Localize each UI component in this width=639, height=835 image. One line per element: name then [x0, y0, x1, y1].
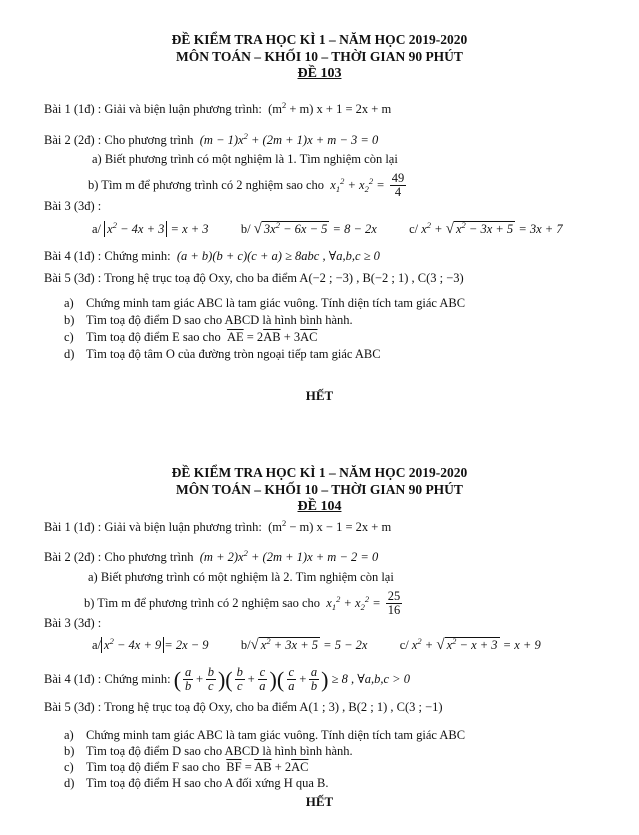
- exam1-subtitle: MÔN TOÁN – KHỐI 10 – THỜI GIAN 90 PHÚT: [176, 49, 463, 64]
- exam2-item-c: c) Tìm toạ độ điểm F sao cho $\overline{BF} = \overline{AB} + 2\overline{AC}$: [64, 760, 309, 774]
- exam1-bai4-label: Bài 4 (1đ) : Chứng minh:: [44, 249, 171, 263]
- exam1-item-c-vector: $\overline{AE} = 2\overline{AB} + 3\overline{AC}$: [226, 330, 318, 344]
- exam1-bai2: [44, 131, 379, 147]
- exam2-bai2-equation: $(m + 2)x^2 + (2m + 1)x + m - 2 = 0$: [196, 548, 379, 564]
- exam2-bai1-label: Bài 1 (1đ) : Giải và biện luận phương trình:: [44, 520, 262, 534]
- exam1-bai1: [44, 100, 392, 116]
- exam2-item-c-vector: $\overline{BF} = \overline{AB} + 2\overline{AC}$: [226, 760, 309, 774]
- exam1-bai3-equations: [92, 222, 563, 237]
- exam2-bai4: [44, 666, 410, 694]
- exam2-bai5-label: Bài 5 (3đ) : Trong hệ trục toạ độ Oxy, cho ba điểm: [44, 700, 297, 714]
- exam1-bai3a: a/ $x^2 - 4x + 3 = x + 3$: [92, 220, 209, 236]
- exam1-end: HẾT: [305, 388, 334, 403]
- exam1-bai2b-label: b) Tìm m để phương trình có 2 nghiệm sao cho: [88, 177, 325, 192]
- exam2-item-d: d) Tìm toạ độ điểm H sao cho A đối xứng H qua B.: [64, 776, 329, 790]
- exam1-item-d: d) Tìm toạ độ tâm O của đường tròn ngoại tiếp tam giác ABC: [64, 347, 381, 361]
- exam2-bai3a: a/ $x^2 - 4x + 9 = 2x - 9$: [92, 636, 209, 652]
- exam1-bai2b-numerator: 49: [391, 171, 405, 185]
- exam1-bai1-equation: $(m^2 + m) x + 1 = 2x + m$: [264, 100, 392, 116]
- exam1-item-a: a) Chứng minh tam giác ABC là tam giác vuông. Tính diện tích tam giác ABC: [64, 296, 466, 310]
- exam2-end: HẾT: [305, 794, 334, 809]
- exam2-bai2-label: Bài 2 (2đ) : Cho phương trình: [44, 550, 194, 564]
- exam1-bai4-inequality: (a + b)(b + c)(c + a) ≥ 8abc , ∀a,b,c ≥ 0: [173, 249, 380, 263]
- exam1-item-c: c) Tìm toạ độ điểm E sao cho $\overline{AE} = 2\overline{AB} + 3\overline{AC}$: [64, 330, 318, 344]
- exam2-item-a: a) Chứng minh tam giác ABC là tam giác vuông. Tính diện tích tam giác ABC: [64, 728, 466, 742]
- exam1-bai2a: a) Biết phương trình có một nghiệm là 1. Tìm nghiệm còn lại: [92, 152, 398, 166]
- exam2-bai4-inequality: ( $\frac{a}{b}$ + $\frac{b}{c}$ )( $\frac{b}{c}$ + $\frac{c}{a}$ )( $\frac{c}{a}$ + $\frac{a}{b}$ ) ≥ 8 , ∀a,b,c > 0: [173, 665, 410, 694]
- exam2-bai2b-fraction: [386, 590, 403, 618]
- exam2-bai5-points: A(1 ; 3) , B(2 ; 1) , C(3 ; −1): [299, 700, 443, 714]
- exam1-title: ĐỀ KIỂM TRA HỌC KÌ 1 – NĂM HỌC 2019-2020: [171, 32, 468, 47]
- exam2-item-b: b) Tìm toạ độ điểm D sao cho ABCD là hình bình hành.: [64, 744, 353, 758]
- exam1-bai3b: b/ √ $3x^2 - 6x - 5 = 8 - 2x$: [240, 220, 377, 237]
- exam1-bai1-label: Bài 1 (1đ) : Giải và biện luận phương trình:: [44, 102, 262, 116]
- exam2-bai4-label: Bài 4 (1đ) : Chứng minh:: [44, 671, 171, 686]
- exam2-subtitle: MÔN TOÁN – KHỐI 10 – THỜI GIAN 90 PHÚT: [176, 482, 463, 497]
- exam2-code: ĐỀ 104: [297, 499, 342, 514]
- exam1-bai2-label: Bài 2 (2đ) : Cho phương trình: [44, 133, 194, 147]
- exam2-bai2: [44, 548, 379, 564]
- exam2-bai2b-condition: $x_1^2 + x_2^2$ =: [323, 593, 381, 612]
- exam2-bai3-equations: [92, 638, 541, 653]
- exam2-bai2b-numerator: 25: [387, 589, 401, 603]
- exam1-bai5-points: A(−2 ; −3) , B(−2 ; 1) , C(3 ; −3): [299, 271, 464, 285]
- exam2-bai3-label: Bài 3 (3đ) :: [44, 616, 102, 630]
- exam2-bai2a: a) Biết phương trình có một nghiệm là 2. Tìm nghiệm còn lại: [88, 570, 394, 584]
- exam1-bai5-label: Bài 5 (3đ) : Trong hệ trục toạ độ Oxy, cho ba điểm: [44, 271, 297, 285]
- exam1-bai5: [44, 272, 464, 285]
- exam1-bai2b-condition: $x_1^2 + x_2^2$ =: [327, 175, 385, 194]
- exam2-bai2b: [84, 590, 404, 618]
- exam1-bai3c: c/ $x^2$ + √ $x^2 - 3x + 5 = 3x + 7$: [409, 220, 563, 237]
- exam2-title: ĐỀ KIỂM TRA HỌC KÌ 1 – NĂM HỌC 2019-2020: [171, 465, 468, 480]
- exam2-bai2b-denominator: 16: [387, 603, 401, 618]
- exam2-bai3b: b/√ $x^2 + 3x + 5 = 5 - 2x$: [240, 636, 368, 653]
- exam1-bai2b-fraction: [390, 172, 407, 200]
- exam2-bai2b-label: b) Tìm m để phương trình có 2 nghiệm sao cho: [84, 595, 321, 610]
- exam1-code: ĐỀ 103: [297, 66, 342, 81]
- exam2-bai1-equation: $(m^2 - m) x - 1 = 2x + m$: [264, 518, 392, 534]
- exam1-bai2b: [88, 172, 408, 200]
- exam2-bai3c: c/ $x^2$ + √ $x^2 - x + 3 = x + 9$: [399, 636, 541, 653]
- exam1-bai2-equation: $(m - 1)x^2 + (2m + 1)x + m - 3 = 0$: [196, 131, 379, 147]
- exam1-item-b: b) Tìm toạ độ điểm D sao cho ABCD là hình bình hành.: [64, 313, 353, 327]
- exam1-bai4: [44, 250, 380, 263]
- exam2-bai5: [44, 701, 443, 714]
- exam1-bai2b-denominator: 4: [394, 185, 402, 200]
- exam1-bai3-label: Bài 3 (3đ) :: [44, 199, 102, 213]
- exam2-bai1: [44, 518, 392, 534]
